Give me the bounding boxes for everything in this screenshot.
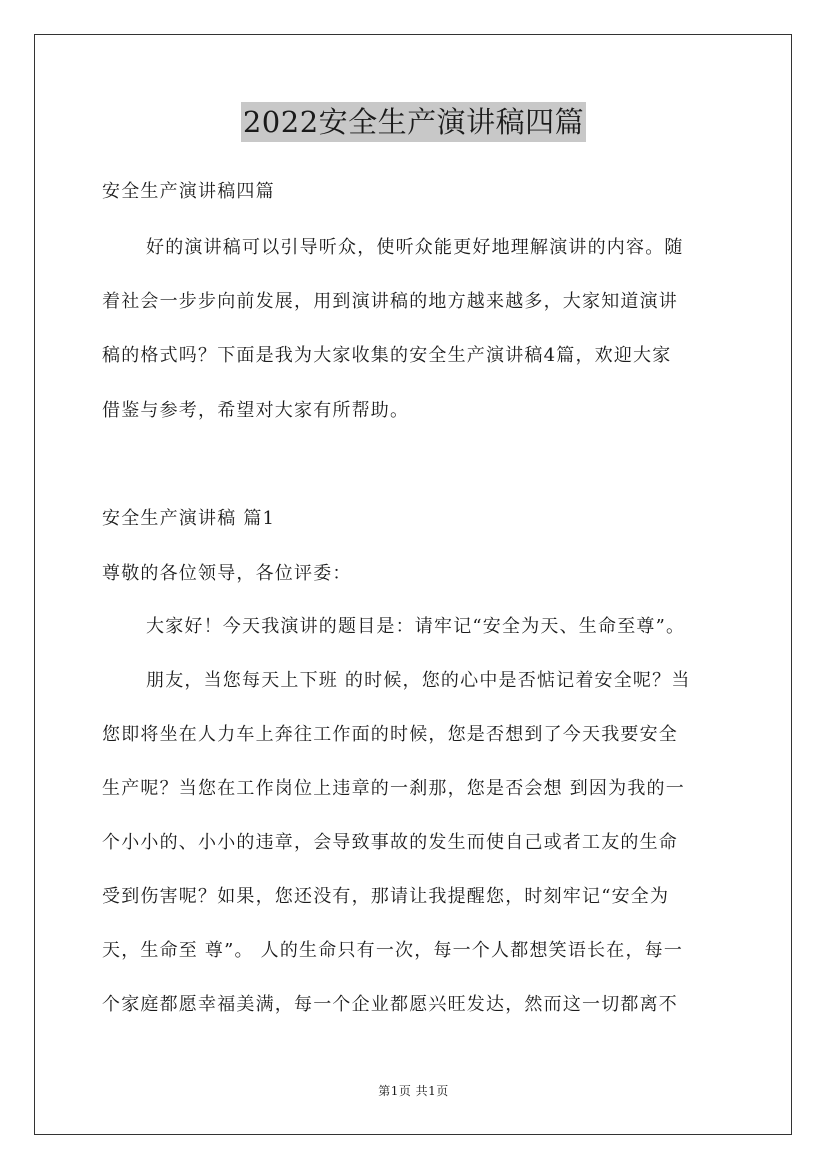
intro-line-3: 稿的格式吗？下面是我为大家收集的安全生产演讲稿4篇，欢迎大家 — [102, 345, 672, 366]
body-line-6: 天，生命至 尊”。 人的生命只有一次，每一个人都想笑语长在，每一 — [102, 940, 684, 961]
body-line-7: 个家庭都愿幸福美满，每一个企业都愿兴旺发达，然而这一切都离不 — [102, 994, 678, 1015]
greeting-line: 大家好！今天我演讲的题目是：请牢记“安全为天、生命至尊”。 — [146, 616, 686, 637]
section-heading: 安全生产演讲稿 篇1 — [102, 508, 276, 529]
page-footer: 第1页 共1页 — [378, 1084, 449, 1098]
body-line-2: 您即将坐在人力车上奔往工作面的时候，您是否想到了今天我要安全 — [102, 724, 678, 745]
intro-line-4: 借鉴与参考，希望对大家有所帮助。 — [102, 400, 410, 421]
title-container — [0, 102, 827, 142]
body-line-3: 生产呢？当您在工作岗位上违章的一刹那，您是否会想 到因为我的一 — [102, 778, 685, 799]
body-line-5: 受到伤害呢？如果，您还没有，那请让我提醒您，时刻牢记“安全为 — [102, 886, 670, 907]
body-line-1: 朋友，当您每天上下班 的时候，您的心中是否惦记着安全呢？当 — [146, 670, 691, 691]
intro-line-1: 好的演讲稿可以引导听众，使听众能更好地理解演讲的内容。随 — [146, 237, 684, 258]
document-title: 2022安全生产演讲稿四篇 — [241, 102, 586, 142]
document-subtitle: 安全生产演讲稿四篇 — [102, 181, 275, 202]
intro-line-2: 着社会一步步向前发展，用到演讲稿的地方越来越多，大家知道演讲 — [102, 291, 678, 312]
body-line-4: 个小小的、小小的违章，会导致事故的发生而使自己或者工友的生命 — [102, 832, 678, 853]
salutation: 尊敬的各位领导，各位评委： — [102, 563, 352, 584]
